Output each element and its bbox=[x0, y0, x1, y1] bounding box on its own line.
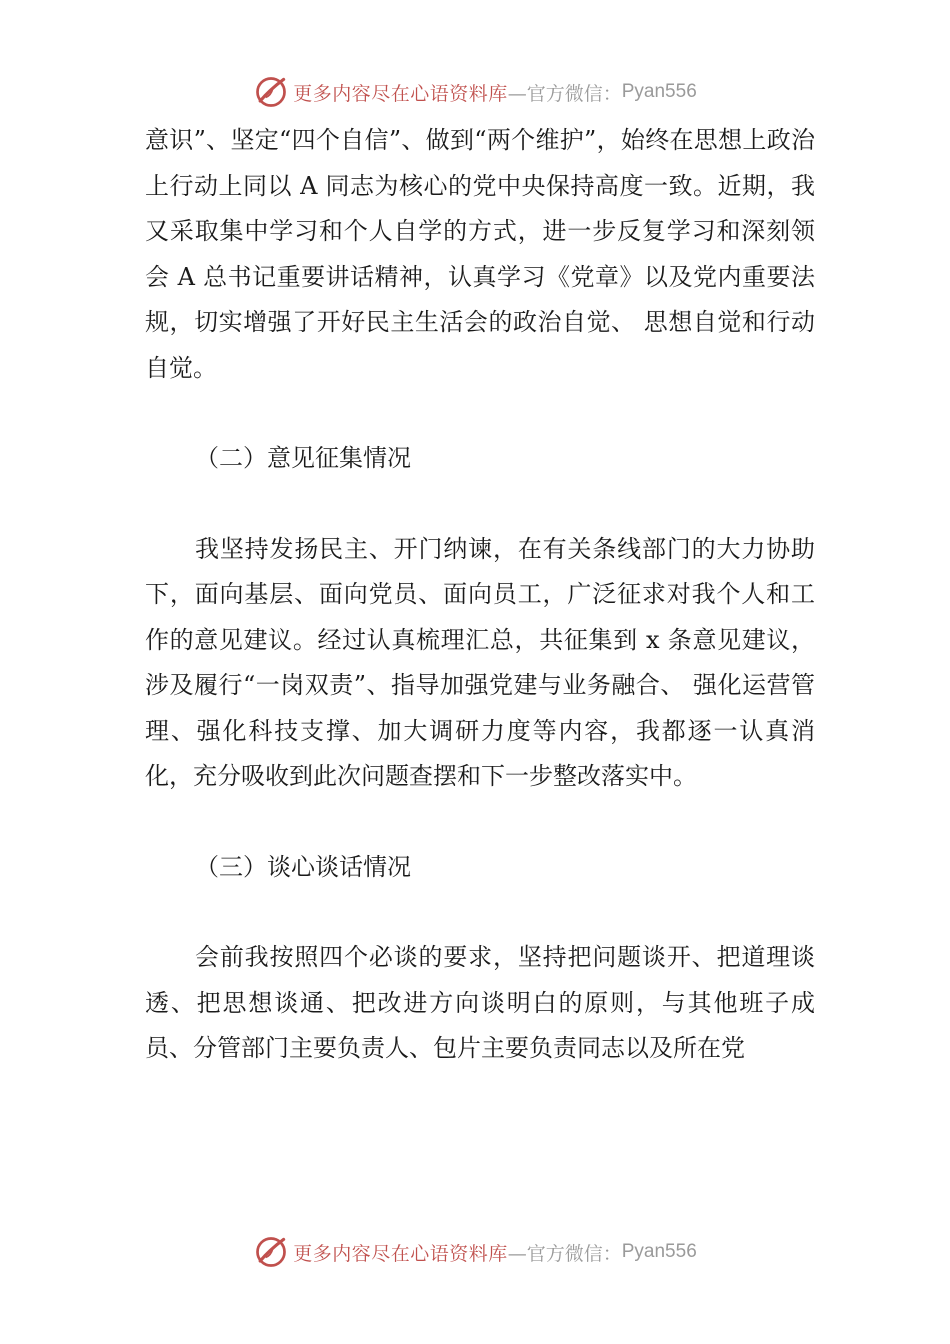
watermark-label: —官方微信： bbox=[507, 82, 622, 105]
document-body bbox=[145, 118, 815, 1072]
brush-logo-icon bbox=[253, 74, 289, 110]
section-heading-2: （二）意见征集情况 bbox=[195, 444, 411, 472]
paragraph-2: 我坚持发扬民主、开门纳谏，在有关条线部门的大力协助下，面向基层、面向党员、面向员工，广泛征求对我个人和工作的意见建议。经过认真梳理汇总，共征集到 x 条意见建议，涉及履行“一岗双责”、指导加强党建与业务融合、 强化运营管理、强化科技支撑、加大调研力度等内容，我都逐一认真消化，充分吸收到此次问题查摆和下一步整改落实中。 bbox=[145, 534, 815, 790]
brush-logo-icon bbox=[253, 1234, 289, 1270]
section-heading-3: （三）谈心谈话情况 bbox=[195, 852, 411, 881]
watermark-wechat-id: Pyan556 bbox=[621, 1241, 697, 1262]
watermark-header bbox=[0, 70, 950, 114]
watermark-title: 更多内容尽在心语资料库 bbox=[293, 1242, 508, 1265]
watermark-footer bbox=[0, 1230, 950, 1274]
paragraph-1: 意识”、坚定“四个自信”、做到“两个维护”，始终在思想上政治上行动上同以 A 同志为核心的党中央保持高度一致。近期，我又采取集中学习和个人自学的方式，进一步反复学习和深刻领会 A 总书记重要讲话精神，认真学习《党章》以及党内重要法规，切实增强了开好民主生活会的政治自觉、 思想自觉和行动自觉。 bbox=[145, 126, 815, 382]
watermark-label: —官方微信： bbox=[507, 1242, 622, 1265]
paragraph-3: 会前我按照四个必谈的要求，坚持把问题谈开、把道理谈透、把思想谈通、把改进方向谈明白的原则，与其他班子成员、分管部门主要负责人、包片主要负责同志以及所在党 bbox=[145, 943, 815, 1062]
watermark-title: 更多内容尽在心语资料库 bbox=[293, 82, 508, 105]
watermark-wechat-id: Pyan556 bbox=[621, 81, 697, 102]
